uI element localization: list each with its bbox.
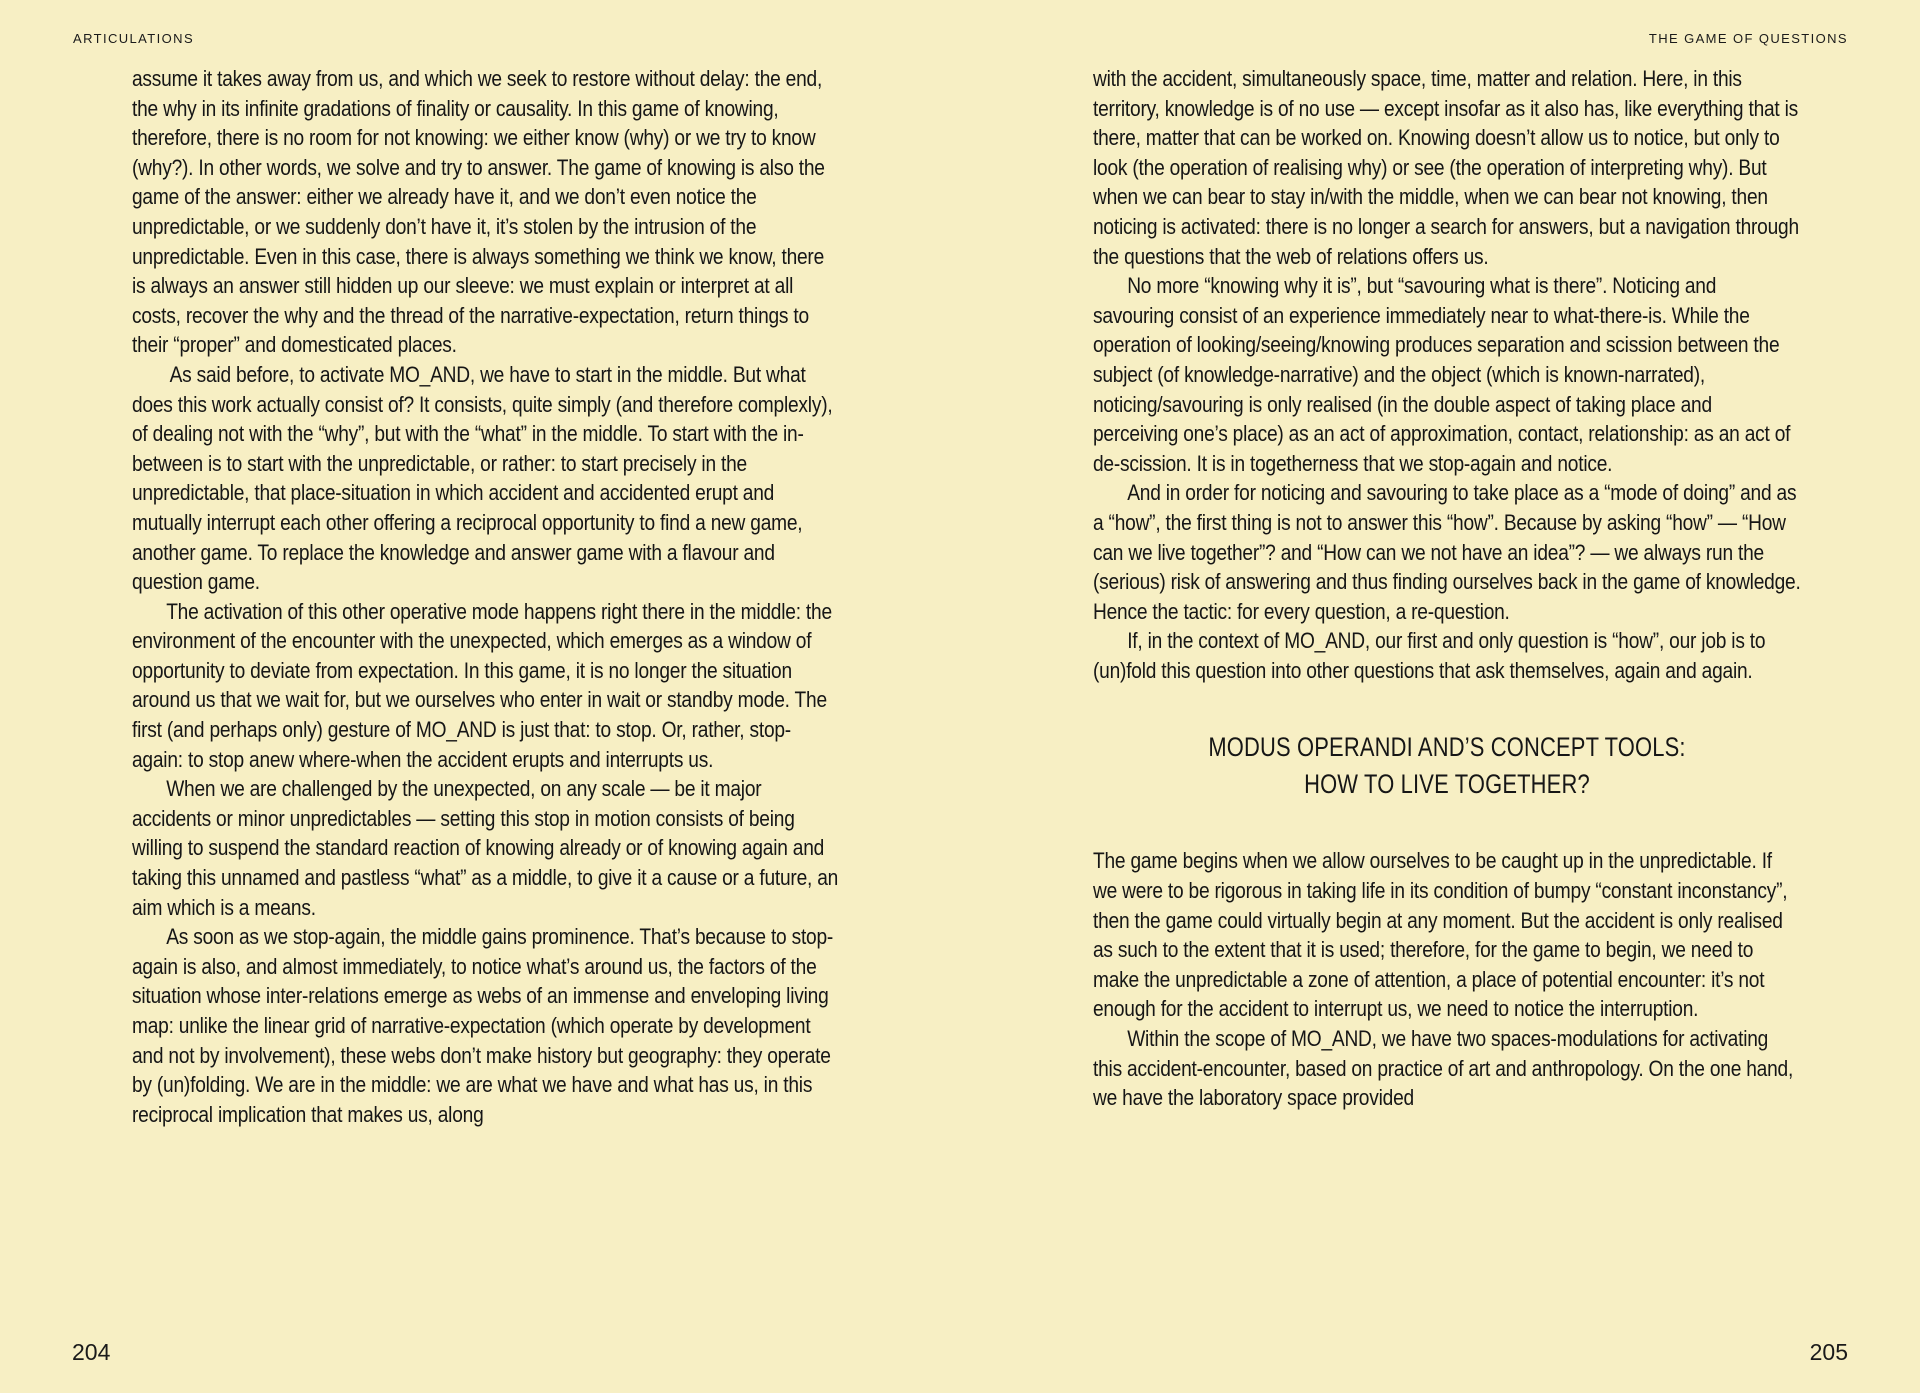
page-number-right: 205 xyxy=(1809,1339,1848,1365)
paragraph: No more “knowing why it is”, but “savouring what is there”. Noticing and savouring consist of an experience immediately near to what-there-is. While the operation of looking/seeing/knowing produces separation and scission between the subject (of knowledge-narrative) and the object (which is known-narrated), noticing/savouring is only realised (in the double aspect of taking place and perceiving one’s place) as an act of approximation, contact, relationship: as an act of de-scission. It is in togetherness that we stop-again and notice. xyxy=(1093,273,1791,476)
right-page xyxy=(960,0,1920,1393)
paragraph: with the accident, simultaneously space, time, matter and relation. Here, in this territory, knowledge is of no use — except insofar as it also has, like everything that is there, matter that can be worked on. Knowing doesn’t allow us to notice, but only to look (the operation of realising why) or see (the operation of interpreting why). But when we can bear to stay in/with the middle, when we can bear not knowing, then noticing is activated: there is no longer a search for answers, but a navigation through the questions that the web of relations offers us. xyxy=(1093,66,1799,269)
section-heading-line: HOW TO LIVE TOGETHER? xyxy=(1304,769,1590,800)
running-head-left: ARTICULATIONS xyxy=(73,31,195,46)
paragraph: If, in the context of MO_AND, our first and only question is “how”, our job is to (un)fold this question into other questions that ask themselves, again and again. xyxy=(1093,628,1766,683)
section-heading-line: MODUS OPERANDI AND’S CONCEPT TOOLS: xyxy=(1208,732,1686,763)
paragraph: And in order for noticing and savouring to take place as a “mode of doing” and as a “how”, the first thing is not to answer this “how”. Because by asking “how” — “How can we live together”? and “How can we not have an idea”? — we always run the (serious) risk of answering and thus finding ourselves back in the game of knowledge. Hence the tactic: for every question, a re-question. xyxy=(1093,480,1801,624)
paragraph: The game begins when we allow ourselves to be caught up in the unpredictable. If we were to be rigorous in taking life in its condition of bumpy “constant inconstancy”, then the game could virtually begin at any moment. But the accident is only realised as such to the extent that it is used; therefore, for the game to begin, we need to make the unpredictable a zone of attention, a place of potential encounter: it’s not enough for the accident to interrupt us, we need to notice the interruption. xyxy=(1093,848,1788,1022)
right-body-text xyxy=(1093,64,1801,1113)
running-head-right: THE GAME OF QUESTIONS xyxy=(1648,31,1848,46)
paragraph: As soon as we stop-again, the middle gains prominence. That’s because to stop-again is also, and almost immediately, to notice what’s around us, the factors of the situation whose inter-relations emerge as webs of an immense and enveloping living map: unlike the linear grid of narrative-expectation (which operate by development and not by involvement), these webs don’t make history but geography: they operate by (un)folding. We are in the middle: we are what we have and what has us, in this reciprocal implication that makes us, along xyxy=(132,924,834,1127)
paragraph: The activation of this other operative mode happens right there in the middle: the environment of the encounter with the unexpected, which emerges as a window of opportunity to deviate from expectation. In this game, it is no longer the situation around us that we wait for, but we ourselves who enter in wait or standby mode. The first (and perhaps only) gesture of MO_AND is just that: to stop. Or, rather, stop-again: to stop anew where-when the accident erupts and interrupts us. xyxy=(132,598,832,772)
section-heading xyxy=(1111,729,1784,803)
left-body-text xyxy=(132,64,840,1129)
paragraph: assume it takes away from us, and which we seek to restore without delay: the end, the why in its infinite gradations of finality or causality. In this game of knowing, therefore, there is no room for not knowing: we either know (why) or we try to know (why?). In other words, we solve and try to answer. The game of knowing is also the game of the answer: either we already have it, and we don’t even notice the unpredictable, or we suddenly don’t have it, it’s stolen by the intrusion of the unpredictable. Even in this case, there is always something we think we know, there is always an answer still hidden up our sleeve: we must explain or interpret at all costs, recover the why and the thread of the narrative-expectation, return things to their “proper” and domesticated places. xyxy=(132,66,825,358)
page-number-left: 204 xyxy=(72,1339,111,1365)
paragraph: As said before, to activate MO_AND, we have to start in the middle. But what does this work actually consist of? It consists, quite simply (and therefore complexly), of dealing not with the “why”, but with the “what” in the middle. To start with the in-between is to start with the unpredictable, or rather: to start precisely in the unpredictable, that place-situation in which accident and accidented erupt and mutually interrupt each other offering a reciprocal opportunity to find a new game, another game. To replace the knowledge and answer game with a flavour and question game. xyxy=(132,361,833,595)
paragraph: Within the scope of MO_AND, we have two spaces-modulations for activating this accident-encounter, based on practice of art and anthropology. On the one hand, we have the laboratory space provided xyxy=(1093,1026,1794,1111)
paragraph: When we are challenged by the unexpected, on any scale — be it major accidents or minor unpredictables — setting this stop in motion consists of being willing to suspend the standard reaction of knowing already or of knowing again and taking this unnamed and pastless “what” as a middle, to give it a cause or a future, an aim which is a means. xyxy=(132,776,839,920)
